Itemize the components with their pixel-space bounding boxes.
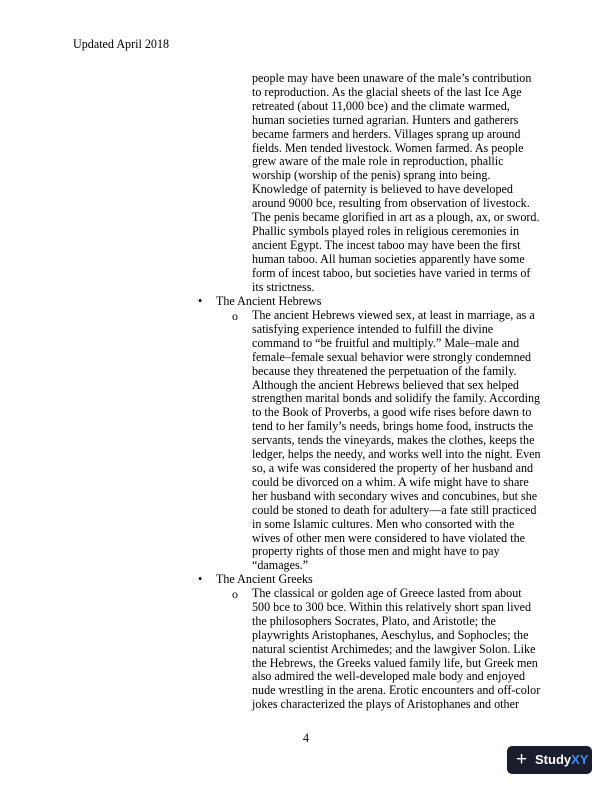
text-line: strengthen marital bonds and solidify the family. According [252, 391, 541, 406]
text-line: ancient Egypt. The incest taboo may have been the first [252, 237, 521, 252]
text-line: Although the ancient Hebrews believed that sex helped [252, 377, 519, 392]
text-line: 500 bce to 300 bce. Within this relatively short span lived [252, 599, 532, 614]
text-line: form of incest taboo, but societies have varied in terms of [252, 265, 531, 280]
text-line: “damages.” [252, 558, 309, 573]
text-line: playwrights Aristophanes, Aeschylus, and Sophocles; the [252, 627, 529, 642]
text-line: The classical or golden age of Greece lasted from about [252, 586, 522, 600]
text-line: people may have been unaware of the male’s contribution [252, 71, 532, 85]
section-heading-greeks: The Ancient Greeks [216, 572, 313, 586]
text-line: to reproduction. As the glacial sheets of the last Ice Age [252, 84, 522, 99]
text-line: human societies turned agrarian. Hunters and gatherers [252, 112, 519, 127]
sub-bullet-icon: o [232, 587, 238, 601]
text-line: ledger, helps the needy, and works well into the night. Even [252, 447, 541, 462]
text-line: nude wrestling in the arena. Erotic encounters and off-color [252, 683, 541, 698]
text-line: the philosophers Socrates, Plato, and Aristotle; the [252, 613, 496, 628]
text-line: jokes characterized the plays of Aristophanes and other [252, 697, 519, 712]
text-line: to the Book of Proverbs, a good wife rises before dawn to [252, 405, 532, 420]
text-line: Knowledge of paternity is believed to have developed [252, 182, 513, 197]
text-line: satisfying experience intended to fulfill the divine [252, 321, 494, 336]
text-line: command to “be fruitful and multiply.” Male–male and [252, 335, 520, 350]
text-line: grew aware of the male role in reproduction, phallic [252, 154, 504, 169]
text-line: its strictness. [252, 279, 315, 294]
text-line: could be divorced on a whim. A wife might have to share [252, 474, 529, 489]
text-line: Phallic symbols played roles in religious ceremonies in [252, 223, 520, 238]
text-line: female–female sexual behavior were strongly condemned [252, 349, 532, 364]
text-line: could be stoned to death for adultery—a fate still practiced [252, 502, 537, 517]
text-line: her husband with secondary wives and concubines, but she [252, 488, 538, 503]
greeks-paragraph [252, 587, 552, 712]
text-line: wives of other men were considered to have violated the [252, 530, 526, 545]
text-line: human taboo. All human societies apparently have some [252, 251, 525, 266]
plus-icon: + [516, 749, 528, 770]
text-line: became farmers and herders. Villages sprang up around [252, 126, 521, 141]
text-line: fields. Men tended livestock. Women farmed. As people [252, 140, 524, 155]
text-line: in some Islamic cultures. Men who consorted with the [252, 516, 515, 531]
text-line: retreated (about 11,000 bce) and the climate warmed, [252, 98, 510, 113]
text-line: also admired the well-developed male body and enjoyed [252, 669, 526, 684]
text-line: property rights of those men and might have to pay [252, 544, 500, 559]
sub-bullet-icon: o [232, 309, 238, 323]
brand-main-text: Study [535, 752, 572, 767]
hebrews-paragraph [252, 309, 552, 573]
text-line: around 9000 bce, resulting from observation of livestock. [252, 196, 530, 211]
text-line: servants, tends the vineyards, makes the clothes, keeps the [252, 433, 535, 448]
brand-accent-text: XY [571, 752, 589, 767]
document-header-date: Updated April 2018 [73, 37, 170, 51]
text-line: worship (worship of the penis) sprang into being. [252, 168, 491, 183]
brand-wordmark [535, 752, 588, 768]
page-number: 4 [302, 731, 310, 745]
text-line: the Hebrews, the Greeks valued family life, but Greek men [252, 655, 538, 670]
text-line: tend to her family’s needs, brings home food, instructs the [252, 419, 534, 434]
bullet-icon: • [198, 294, 203, 308]
text-line: natural scientist Archimedes; and the lawgiver Solon. Like [252, 641, 536, 656]
text-line: because they threatened the perpetuation of the family. [252, 363, 517, 378]
text-line: so, a wife was considered the property of her husband and [252, 460, 534, 475]
studyxy-badge[interactable] [507, 746, 592, 774]
text-line: The penis became glorified in art as a plough, ax, or sword. [252, 210, 540, 225]
bullet-icon: • [198, 572, 203, 586]
text-line: The ancient Hebrews viewed sex, at least in marriage, as a [252, 308, 535, 322]
section-heading-hebrews: The Ancient Hebrews [216, 294, 322, 308]
intro-paragraph [252, 72, 552, 295]
